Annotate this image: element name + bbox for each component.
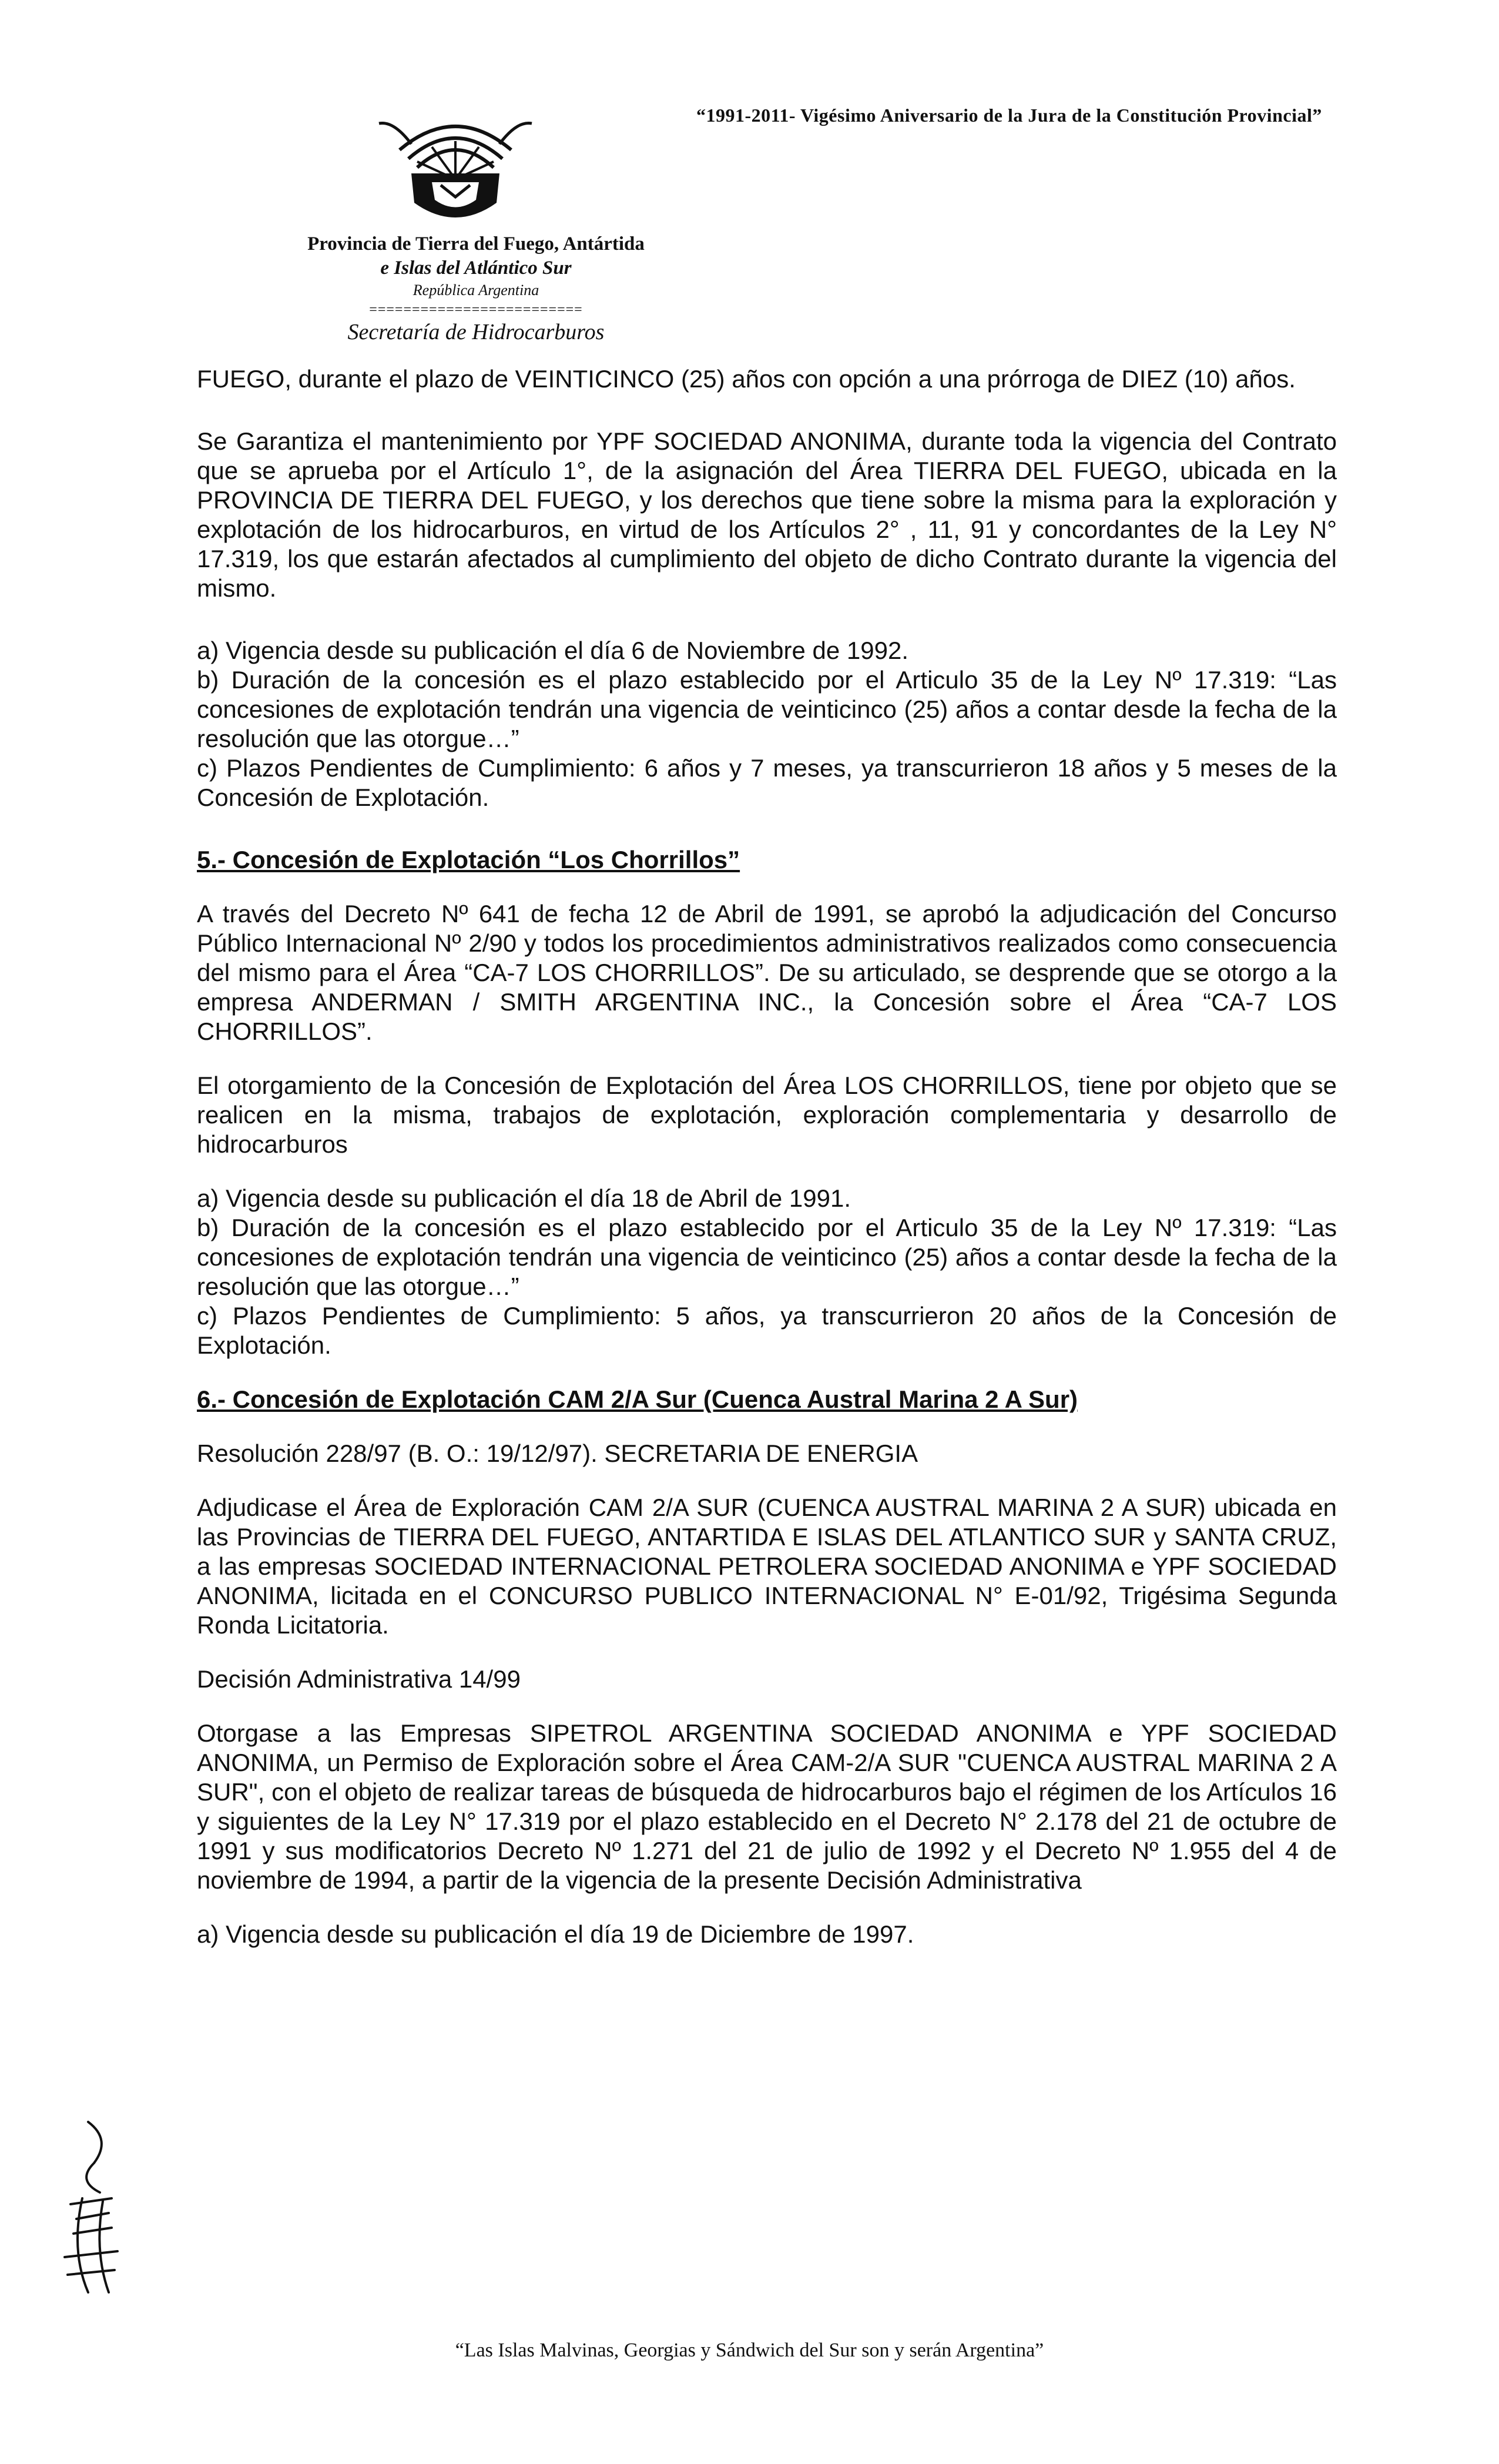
header-motto: “1991-2011- Vigésimo Aniversario de la Jura de la Constitución Provincial” [696,105,1322,126]
s5-paragraph-1: A través del Decreto Nº 641 de fecha 12 de Abril de 1991, se aprobó la adjudicación del Concurso Público Internacional Nº 2/90 y todos los procedimientos administrativos realizados como consecuencia del mismo para el Área “CA-7 LOS CHORRILLOS”. De su articulado, se desprende que se otorgo a la empresa ANDERMAN / SMITH ARGENTINA INC., la Concesión sobre el Área “CA-7 LOS CHORRILLOS”. [197,900,1337,1045]
s5-item-a: a) Vigencia desde su publicación el día 18 de Abril de 1991. [197,1184,851,1212]
s6-resolucion: Resolución 228/97 (B. O.: 19/12/97). SECRETARIA DE ENERGIA [197,1439,918,1467]
province-block [306,232,646,347]
s6-item-a: a) Vigencia desde su publicación el día 19 de Diciembre de 1997. [197,1920,914,1948]
s6-paragraph-2: Otorgase a las Empresas SIPETROL ARGENTINA SOCIEDAD ANONIMA e YPF SOCIEDAD ANONIMA, un Permiso de Exploración sobre el Área CAM-2/A SUR "CUENCA AUSTRAL MARINA 2 A SUR", con el objeto de realizar tareas de búsqueda de hidrocarburos bajo el régimen de los Artículos 16 y siguientes de la Ley N° 17.319 por el plazo establecido en el Decreto N° 2.178 del 21 de octubre de 1991 y sus modificatorios Decreto Nº 1.271 del 21 de julio de 1992 y el Decreto Nº 1.955 del 4 de noviembre de 1994, a partir de la vigencia de la presente Decisión Administrativa [197,1719,1337,1894]
document-body [197,364,1337,1949]
s4-item-b: b) Duración de la concesión es el plazo establecido por el Articulo 35 de la Ley Nº 17.319: “Las concesiones de explotación tendrán una vigencia de veinticinco (25) años a contar desde la fecha de la resolución que las otorgue…” [197,666,1337,752]
province-name: Provincia de Tierra del Fuego, Antártida [307,233,645,255]
section-5-heading: 5.- Concesión de Explotación “Los Chorrillos” [197,846,740,873]
province-name-line2: e Islas del Atlántico Sur [380,257,572,279]
s6-decision: Decisión Administrativa 14/99 [197,1665,521,1693]
s6-paragraph-1: Adjudicase el Área de Exploración CAM 2/A SUR (CUENCA AUSTRAL MARINA 2 A SUR) ubicada en las Provincias de TIERRA DEL FUEGO, ANTARTIDA E ISLAS DEL ATLANTICO SUR y SANTA CRUZ, a las empresas SOCIEDAD INTERNACIONAL PETROLERA SOCIEDAD ANONIMA e YPF SOCIEDAD ANONIMA, licitada en el CONCURSO PUBLICO INTERNACIONAL N° E-01/92, Trigésima Segunda Ronda Licitatoria. [197,1494,1337,1639]
section-6-heading: 6.- Concesión de Explotación CAM 2/A Sur (Cuenca Austral Marina 2 A Sur) [197,1385,1078,1413]
s5-item-c: c) Plazos Pendientes de Cumplimiento: 5 años, ya transcurrieron 20 años de la Concesión de Explotación. [197,1302,1337,1359]
s5-paragraph-2: El otorgamiento de la Concesión de Explotación del Área LOS CHORRILLOS, tiene por objeto que se realicen en la misma, trabajos de explotación, exploración complementaria y desarrollo de hidrocarburos [197,1072,1337,1158]
s4-item-c: c) Plazos Pendientes de Cumplimiento: 6 años y 7 meses, ya transcurrieron 18 años y 5 meses de la Concesión de Explotación. [197,754,1337,811]
country-name: República Argentina [413,281,539,299]
intro-paragraph: FUEGO, durante el plazo de VEINTICINCO (25) años con opción a una prórroga de DIEZ (10) años. [197,365,1296,393]
header-separator: ========================= [369,302,583,317]
garantiza-paragraph: Se Garantiza el mantenimiento por YPF SOCIEDAD ANONIMA, durante toda la vigencia del Contrato que se aprueba por el Artículo 1°, de la asignación del Área TIERRA DEL FUEGO, ubicada en la PROVINCIA DE TIERRA DEL FUEGO, y los derechos que tiene sobre la misma para la exploración y explotación de los hidrocarburos, en virtud de los Artículos 2° , 11, 91 y concordantes de la Ley N° 17.319, los que estarán afectados al cumplimiento del objeto de dicho Contrato durante la vigencia del mismo. [197,427,1337,602]
footer-note: “Las Islas Malvinas, Georgias y Sándwich del Sur son y serán Argentina” [455,2339,1044,2361]
signature-icon [53,2116,129,2304]
s4-item-a: a) Vigencia desde su publicación el día 6 de Noviembre de 1992. [197,637,909,664]
provincial-seal-icon [376,109,535,232]
s5-item-b: b) Duración de la concesión es el plazo establecido por el Articulo 35 de la Ley Nº 17.319: “Las concesiones de explotación tendrán una vigencia de veinticinco (25) años a contar desde la fecha de la resolución que las otorgue…” [197,1214,1337,1300]
secretaria-name: Secretaría de Hidrocarburos [347,320,605,344]
